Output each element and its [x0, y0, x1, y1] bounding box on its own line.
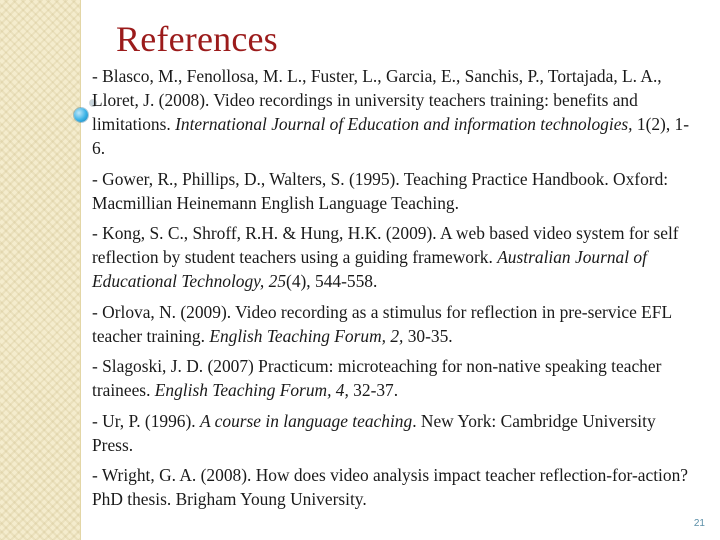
reference-item: [92, 409, 698, 457]
reference-details: 1(2), 1-6.: [92, 114, 690, 158]
reference-text: - Orlova, N. (2009). Video recording as a stimulus for reflection in pre-service EFL teacher training.: [92, 301, 672, 346]
slide-title: References: [116, 19, 278, 59]
reference-details: . New York: Cambridge University Press.: [92, 410, 656, 455]
reference-item: [92, 64, 698, 160]
reference-text: - Wright, G. A. (2008). How does video analysis impact teacher reflection-for-action? PhD thesis. Brigham Young University.: [92, 465, 688, 509]
reference-text: - Kong, S. C., Shroff, R.H. & Hung, H.K. (2009). A web based video system for self reflection by student teachers using a guiding framework.: [92, 223, 679, 267]
reference-source: English Teaching Forum, 4,: [154, 380, 349, 400]
reference-source: Australian Journal of Educational Technology, 25: [92, 247, 647, 291]
reference-source: International Journal of Education and information technologies,: [175, 114, 633, 134]
reference-text: - Blasco, M., Fenollosa, M. L., Fuster, L., Garcia, E., Sanchis, P., Tortajada, L. A., Lloret, J. (2008). Video recordings in university teachers training: benefits and limitations.: [92, 66, 662, 134]
reference-details: 30-35.: [403, 325, 453, 346]
reference-item: [92, 221, 698, 293]
side-divider: [80, 0, 81, 540]
reference-source: A course in language teaching: [200, 410, 413, 431]
reference-text: - Gower, R., Phillips, D., Walters, S. (1995). Teaching Practice Handbook. Oxford: Macmillian Heinemann English Language Teaching.: [92, 168, 669, 213]
reference-source: English Teaching Forum, 2,: [209, 325, 404, 346]
page-number: 21: [693, 518, 705, 529]
side-decoration-panel: [0, 0, 80, 540]
reference-item: [92, 354, 698, 402]
reference-details: (4), 544-558.: [286, 271, 378, 291]
reference-item: [92, 463, 698, 511]
reference-item: [92, 300, 698, 348]
reference-list: [92, 64, 698, 518]
reference-text: - Ur, P. (1996).: [92, 410, 200, 431]
reference-details: 32-37.: [348, 380, 399, 400]
reference-item: [92, 167, 698, 215]
blue-bullet-icon: [74, 108, 88, 122]
reference-text: - Slagoski, J. D. (2007) Practicum: microteaching for non-native speaking teacher trainees.: [92, 356, 662, 400]
